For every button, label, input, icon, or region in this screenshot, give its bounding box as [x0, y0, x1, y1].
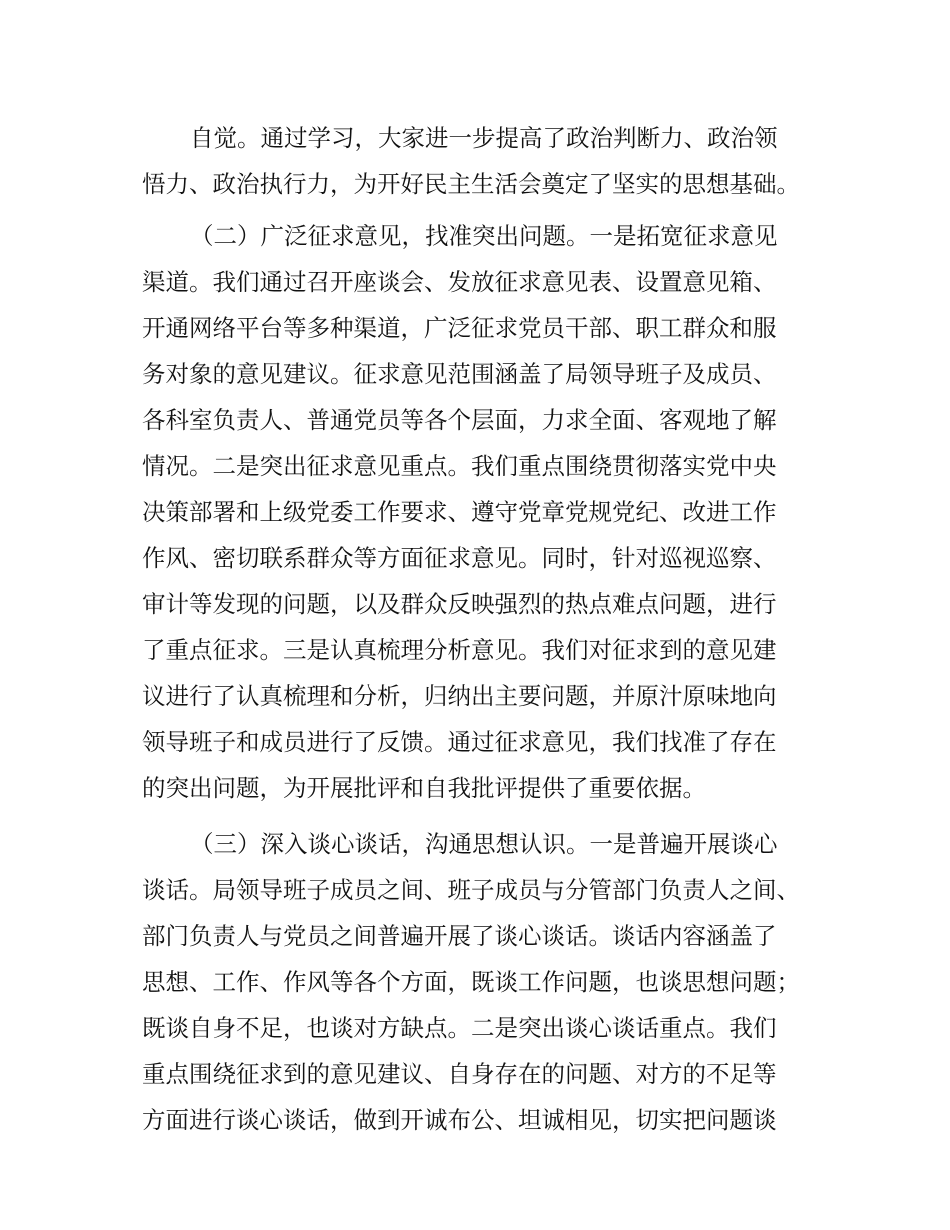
text-line-12: 了重点征求。三是认真梳理分析意见。我们对征求到的意见建 [142, 636, 777, 664]
text-line-22: 方面进行谈心谈话，做到开诚布公、坦诚相见，切实把问题谈 [142, 1106, 777, 1134]
text-line-20: 既谈自身不足，也谈对方缺点。二是突出谈心谈话重点。我们 [142, 1014, 777, 1042]
text-line-1: 自觉。通过学习，大家进一步提高了政治判断力、政治领 [190, 124, 778, 152]
text-line-7: 各科室负责人、普通党员等各个层面，力求全面、客观地了解 [142, 406, 777, 434]
text-line-17: 谈话。局领导班子成员之间、班子成员与分管部门负责人之间、 [142, 876, 800, 904]
text-line-5: 开通网络平台等多种渠道，广泛征求党员干部、职工群众和服 [142, 314, 777, 342]
section-3-heading-line: （三）深入谈心谈话，沟通思想认识。一是普遍开展谈心 [190, 830, 778, 858]
text-line-8: 情况。二是突出征求意见重点。我们重点围绕贯彻落实党中央 [142, 452, 777, 480]
text-line-19: 思想、工作、作风等各个方面，既谈工作问题，也谈思想问题； [142, 968, 800, 996]
text-line-15: 的突出问题，为开展批评和自我批评提供了重要依据。 [142, 774, 706, 802]
text-line-18: 部门负责人与党员之间普遍开展了谈心谈话。谈话内容涵盖了 [142, 922, 777, 950]
text-line-6: 务对象的意见建议。征求意见范围涵盖了局领导班子及成员、 [142, 360, 777, 388]
text-line-9: 决策部署和上级党委工作要求、遵守党章党规党纪、改进工作 [142, 498, 777, 526]
text-line-10: 作风、密切联系群众等方面征求意见。同时，针对巡视巡察、 [142, 544, 777, 572]
text-line-13: 议进行了认真梳理和分析，归纳出主要问题，并原汁原味地向 [142, 682, 777, 710]
text-line-11: 审计等发现的问题，以及群众反映强烈的热点难点问题，进行 [142, 590, 777, 618]
text-line-21: 重点围绕征求到的意见建议、自身存在的问题、对方的不足等 [142, 1060, 777, 1088]
section-2-heading-line: （二）广泛征求意见，找准突出问题。一是拓宽征求意见 [190, 222, 778, 250]
text-line-2: 悟力、政治执行力，为开好民主生活会奠定了坚实的思想基础。 [142, 170, 800, 198]
text-line-4: 渠道。我们通过召开座谈会、发放征求意见表、设置意见箱、 [142, 268, 777, 296]
text-line-14: 领导班子和成员进行了反馈。通过征求意见，我们找准了存在 [142, 728, 777, 756]
